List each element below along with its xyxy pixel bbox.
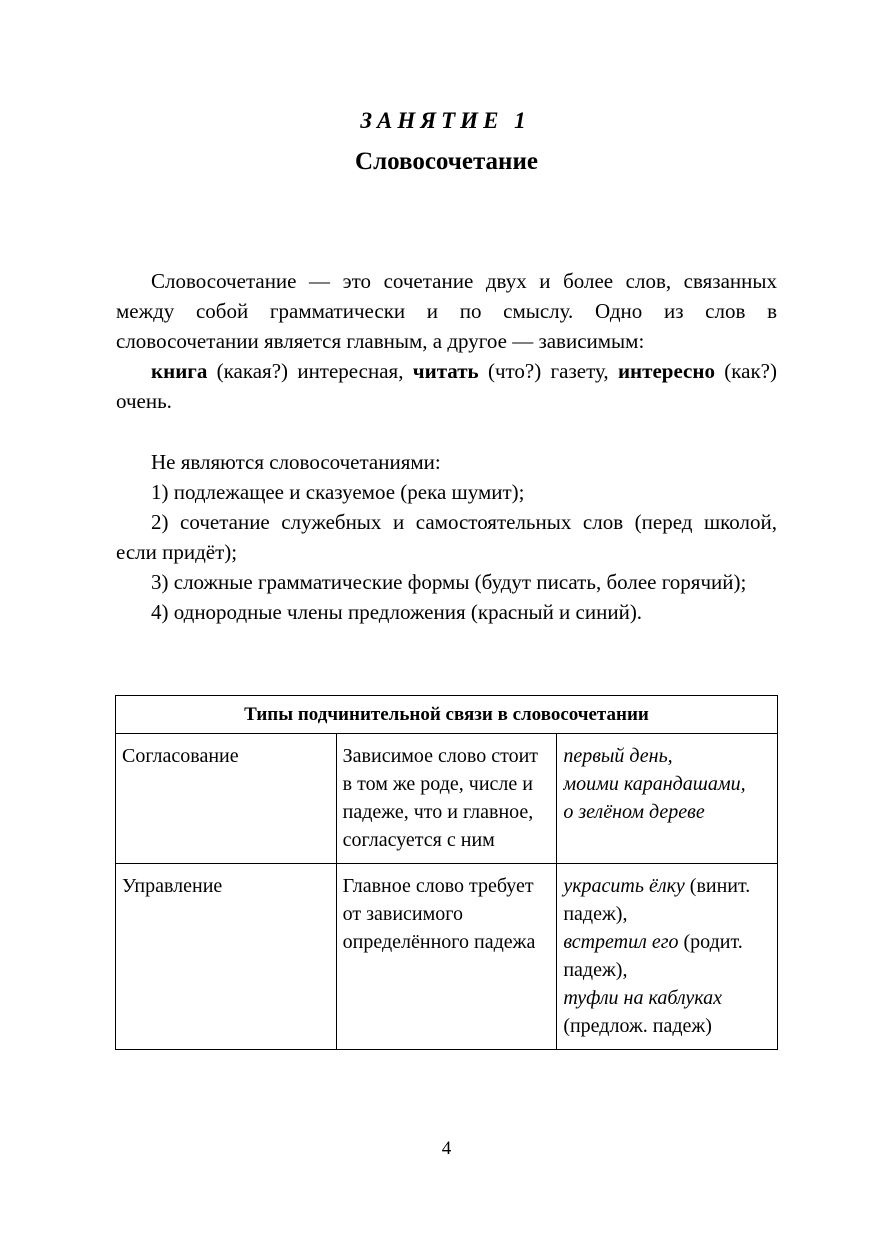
example-phrase: встретил его [563,931,679,953]
example-question: (какая?) интересная, [207,359,413,383]
list-item: 2) сочетание служебных и самостоятельных слов (перед школой, если придёт); [116,510,777,564]
link-type-cell: Согласование [116,734,337,864]
examples-cell [557,864,778,1050]
examples-paragraph [116,356,777,416]
page-number: 4 [441,1138,452,1159]
punctuation: , [622,903,628,925]
definition-section [116,266,777,416]
example-phrase: первый день, [563,745,673,767]
example-phrase: о зелёном дереве [563,801,705,823]
list-item: 1) подлежащее и сказуемое (река шумит); [151,480,525,504]
table-row [116,864,778,1050]
example-entry [563,928,772,984]
examples-cell [557,734,778,864]
example-entry [563,984,772,1040]
list-item: 4) однородные члены предложения (красный и синий). [151,600,643,624]
case-note: (предлож. падеж) [563,1015,712,1037]
list-item: 3) сложные грамматические формы (будут писать, более горячий); [151,570,747,594]
example-question: (как?) очень. [116,359,777,413]
lesson-heading: ЗАНЯТИЕ 1 [360,108,531,133]
example-phrase: моими карандашами, [563,773,746,795]
description-cell: Главное слово требует от зависимого определённого падежа [336,864,557,1050]
case-note: (винит. падеж) [563,875,751,925]
definition-paragraph: Словосочетание — это сочетание двух и более слов, связанных между собой грамматически и по смыслу. Одно из слов в словосочетании является главным, а другое — зависимым: [116,269,777,353]
example-word: книга [151,359,208,383]
not-phrases-heading: Не являются словосочетаниями: [151,450,441,474]
description-cell: Зависимое слово стоит в том же роде, числе и падеже, что и главное, согласуется с ним [336,734,557,864]
link-types-table [115,695,778,1050]
case-note: (родит. падеж) [563,931,743,981]
table-row [116,734,778,864]
example-word: читать [412,359,479,383]
example-phrase: украсить ёлку [563,875,685,897]
example-question: (что?) газету, [478,359,618,383]
example-word: интересно [617,359,715,383]
punctuation: , [622,959,628,981]
table-header: Типы подчинительной связи в словосочетании [116,696,778,734]
page-title: Словосочетание [355,148,538,175]
link-type-cell: Управление [116,864,337,1050]
example-entry [563,872,772,928]
example-phrase: туфли на каблуках [563,987,722,1009]
not-phrases-section [116,447,777,627]
